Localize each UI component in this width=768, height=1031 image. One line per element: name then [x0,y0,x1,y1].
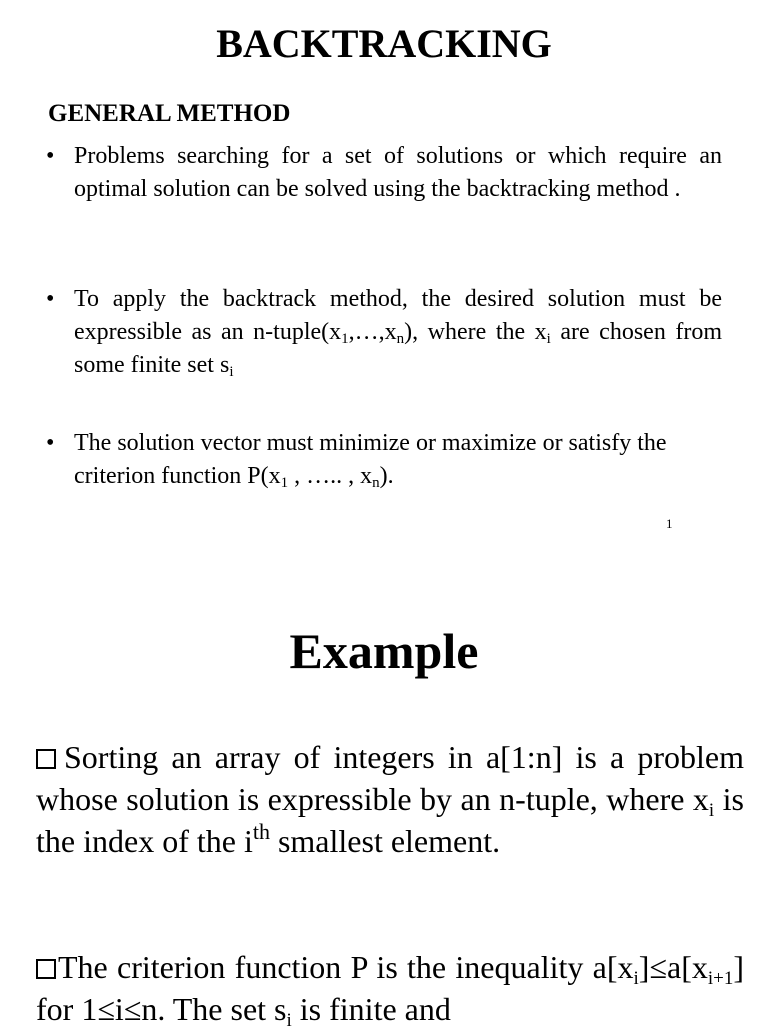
example-paragraph-2: The criterion function P is the inequality $a[x_i]\le a[x_{i+1}]$ for 1≤i≤n. The set $s_i$ is finite and [36,949,744,1031]
slide-example [0,560,768,1031]
bullet-text: The solution vector must minimize or maximize or satisfy the criterion function $P(x_1$ , ….. , $x_n$). [74,430,667,491]
bullet-text: Problems searching for a set of solutions or which require an optimal solution can be solved using the backtracking method . [74,143,722,202]
bullet-item-1 [46,140,722,206]
bullet-dot: • [46,286,55,312]
bullet-text: To apply the backtrack method, the desired solution must be expressible as an $n-tuple(x_1,\dots,x_n)$, where the $x_i$ are chosen from some finite set $s_i$ [74,286,723,380]
slide-title: Example [289,623,479,679]
section-heading: GENERAL METHOD [48,100,291,127]
page-number: 1 [666,516,673,531]
checkbox-bullet-icon [36,749,56,769]
bullet-dot: • [46,143,55,169]
checkbox-bullet-icon [36,959,56,979]
bullet-item-2 [46,283,722,382]
slide-title: BACKTRACKING [216,21,552,66]
bullet-item-3 [46,427,722,493]
bullet-dot: • [46,430,55,456]
example-paragraph-1: Sorting an array of integers in a[1:n] is a problem whose solution is expressible by an n-tuple, where $x_i$ is the index of the $i^{th}$ smallest element. [36,739,745,859]
